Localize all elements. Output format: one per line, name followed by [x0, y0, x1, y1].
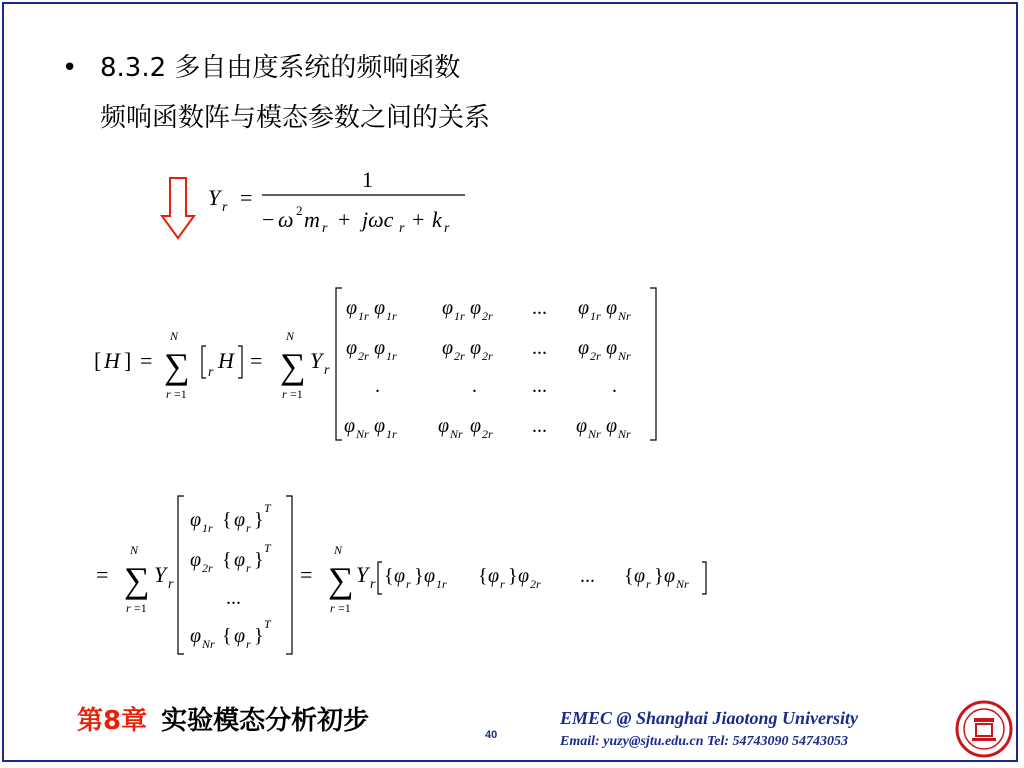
- svg-text:φ: φ: [374, 297, 386, 319]
- svg-text:φ: φ: [190, 509, 202, 531]
- svg-text:2r: 2r: [482, 309, 493, 323]
- svg-text:T: T: [264, 541, 271, 555]
- svg-text:φ: φ: [234, 509, 246, 531]
- svg-text:Y: Y: [208, 185, 221, 210]
- svg-text:2r: 2r: [358, 349, 369, 363]
- svg-text:φ: φ: [442, 297, 454, 319]
- svg-text:{: {: [222, 549, 232, 571]
- svg-text:r: r: [208, 365, 214, 380]
- svg-text:+: +: [338, 207, 351, 232]
- svg-text:φ: φ: [234, 549, 246, 571]
- svg-text:φ: φ: [346, 337, 358, 359]
- svg-text:=: =: [96, 562, 109, 587]
- svg-text:}: }: [414, 565, 424, 587]
- equation-mode-product: [90, 490, 730, 660]
- svg-text:...: ...: [532, 297, 547, 319]
- chapter-label: 第8章: [77, 706, 148, 736]
- svg-text:{: {: [384, 565, 394, 587]
- svg-text:2r: 2r: [202, 561, 213, 575]
- svg-text:=1: =1: [134, 601, 147, 615]
- svg-text:...: ...: [226, 587, 241, 609]
- svg-text:r: r: [370, 577, 376, 592]
- svg-text:∑: ∑: [164, 346, 190, 386]
- svg-text:φ: φ: [578, 297, 590, 319]
- svg-text:φ: φ: [470, 415, 482, 437]
- svg-text:[: [: [94, 348, 102, 373]
- contact-line: Email: yuzy@sjtu.edu.cn Tel: 54743090 54743053: [560, 734, 849, 749]
- svg-text:φ: φ: [424, 565, 436, 587]
- page-number: 40: [485, 729, 498, 741]
- svg-text:r: r: [324, 363, 330, 378]
- svg-text:.: .: [375, 375, 380, 397]
- svg-text:N: N: [170, 329, 179, 343]
- svg-text:φ: φ: [374, 415, 386, 437]
- svg-text:Y: Y: [310, 348, 323, 373]
- svg-text:1r: 1r: [386, 427, 397, 441]
- svg-text:Nr: Nr: [618, 427, 631, 441]
- svg-text:1r: 1r: [202, 521, 213, 535]
- equation-h-matrix: [90, 280, 670, 450]
- svg-text:φ: φ: [470, 337, 482, 359]
- svg-text:}: }: [654, 565, 664, 587]
- svg-text:r: r: [282, 387, 287, 401]
- slide-subheading: 频响函数阵与模态参数之间的关系: [100, 103, 491, 133]
- bullet-point: •: [62, 53, 78, 83]
- svg-text:2r: 2r: [482, 427, 493, 441]
- svg-text:...: ...: [580, 565, 595, 587]
- slide-heading: 8.3.2 多自由度系统的频响函数: [100, 53, 461, 83]
- svg-text:Nr: Nr: [676, 577, 689, 591]
- svg-text:1r: 1r: [590, 309, 601, 323]
- svg-text:φ: φ: [606, 297, 618, 319]
- svg-text:k: k: [432, 207, 442, 232]
- svg-text:Nr: Nr: [450, 427, 463, 441]
- svg-text:−: −: [262, 207, 275, 232]
- chapter-title: 实验模态分析初步: [161, 706, 370, 736]
- svg-text:=1: =1: [290, 387, 303, 401]
- svg-text:...: ...: [532, 337, 547, 359]
- svg-text:=: =: [140, 348, 153, 373]
- svg-text:]: ]: [124, 348, 132, 373]
- svg-text:2r: 2r: [530, 577, 541, 591]
- svg-text:Nr: Nr: [618, 309, 631, 323]
- svg-text:1r: 1r: [358, 309, 369, 323]
- svg-text:φ: φ: [374, 337, 386, 359]
- svg-text:=1: =1: [338, 601, 351, 615]
- svg-text:φ: φ: [576, 415, 588, 437]
- svg-text:...: ...: [532, 415, 547, 437]
- svg-text:φ: φ: [634, 565, 646, 587]
- svg-text:}: }: [508, 565, 518, 587]
- svg-text:Nr: Nr: [588, 427, 601, 441]
- svg-text:φ: φ: [470, 297, 482, 319]
- svg-text:}: }: [254, 625, 264, 647]
- svg-text:∑: ∑: [124, 560, 150, 600]
- svg-text:m: m: [304, 207, 320, 232]
- svg-text:{: {: [478, 565, 488, 587]
- svg-text:Y: Y: [356, 562, 369, 587]
- svg-text:Nr: Nr: [202, 637, 215, 651]
- svg-text:2r: 2r: [482, 349, 493, 363]
- svg-text:Nr: Nr: [356, 427, 369, 441]
- svg-text:φ: φ: [190, 625, 202, 647]
- svg-text:N: N: [130, 543, 139, 557]
- svg-text:ω: ω: [278, 207, 294, 232]
- svg-text:r: r: [322, 221, 328, 236]
- svg-text:=: =: [250, 348, 263, 373]
- svg-text:φ: φ: [488, 565, 500, 587]
- svg-text:r: r: [399, 221, 405, 236]
- svg-text:φ: φ: [344, 415, 356, 437]
- svg-text:H: H: [218, 348, 234, 373]
- svg-text:Y: Y: [154, 562, 167, 587]
- svg-text:r: r: [168, 577, 174, 592]
- svg-text:=: =: [240, 185, 253, 210]
- svg-text:Nr: Nr: [618, 349, 631, 363]
- svg-text:}: }: [254, 549, 264, 571]
- svg-text:1r: 1r: [386, 349, 397, 363]
- svg-text:+: +: [412, 207, 425, 232]
- svg-text:r: r: [330, 601, 335, 615]
- svg-text:H: H: [104, 348, 120, 373]
- svg-text:=1: =1: [174, 387, 187, 401]
- svg-text:r: r: [444, 221, 450, 236]
- svg-text:φ: φ: [578, 337, 590, 359]
- svg-text:.: .: [472, 375, 477, 397]
- chapter-footer: [77, 700, 369, 737]
- svg-text:∑: ∑: [280, 346, 306, 386]
- svg-text:r: r: [126, 601, 131, 615]
- svg-text:r: r: [646, 577, 651, 591]
- svg-text:2r: 2r: [590, 349, 601, 363]
- svg-text:.: .: [612, 375, 617, 397]
- svg-text:1: 1: [362, 167, 373, 192]
- svg-text:φ: φ: [394, 565, 406, 587]
- sjtu-seal-logo: [955, 700, 1013, 758]
- svg-text:{: {: [222, 509, 232, 531]
- svg-text:=: =: [300, 562, 313, 587]
- svg-text:φ: φ: [606, 415, 618, 437]
- svg-text:r: r: [246, 561, 251, 575]
- svg-text:φ: φ: [442, 337, 454, 359]
- svg-text:...: ...: [532, 375, 547, 397]
- svg-text:T: T: [264, 501, 271, 515]
- svg-text:r: r: [500, 577, 505, 591]
- svg-text:{: {: [222, 625, 232, 647]
- svg-text:φ: φ: [606, 337, 618, 359]
- svg-text:φ: φ: [664, 565, 676, 587]
- university-line: EMEC @ Shanghai Jiaotong University: [560, 708, 859, 728]
- svg-text:φ: φ: [346, 297, 358, 319]
- svg-text:r: r: [246, 521, 251, 535]
- svg-text:∑: ∑: [328, 560, 354, 600]
- svg-text:jωc: jωc: [362, 207, 394, 232]
- svg-text:{: {: [624, 565, 634, 587]
- equation-yr: [200, 165, 480, 245]
- svg-text:r: r: [406, 577, 411, 591]
- svg-text:2r: 2r: [454, 349, 465, 363]
- svg-text:T: T: [264, 617, 271, 631]
- svg-text:r: r: [246, 637, 251, 651]
- svg-text:r: r: [166, 387, 171, 401]
- svg-text:r: r: [222, 200, 228, 215]
- svg-text:φ: φ: [518, 565, 530, 587]
- svg-text:2: 2: [296, 203, 303, 218]
- svg-text:N: N: [334, 543, 343, 557]
- svg-text:1r: 1r: [386, 309, 397, 323]
- svg-text:φ: φ: [438, 415, 450, 437]
- svg-text:φ: φ: [190, 549, 202, 571]
- svg-text:1r: 1r: [454, 309, 465, 323]
- svg-text:}: }: [254, 509, 264, 531]
- svg-text:φ: φ: [234, 625, 246, 647]
- down-arrow-icon: [160, 176, 196, 242]
- svg-text:N: N: [286, 329, 295, 343]
- svg-text:1r: 1r: [436, 577, 447, 591]
